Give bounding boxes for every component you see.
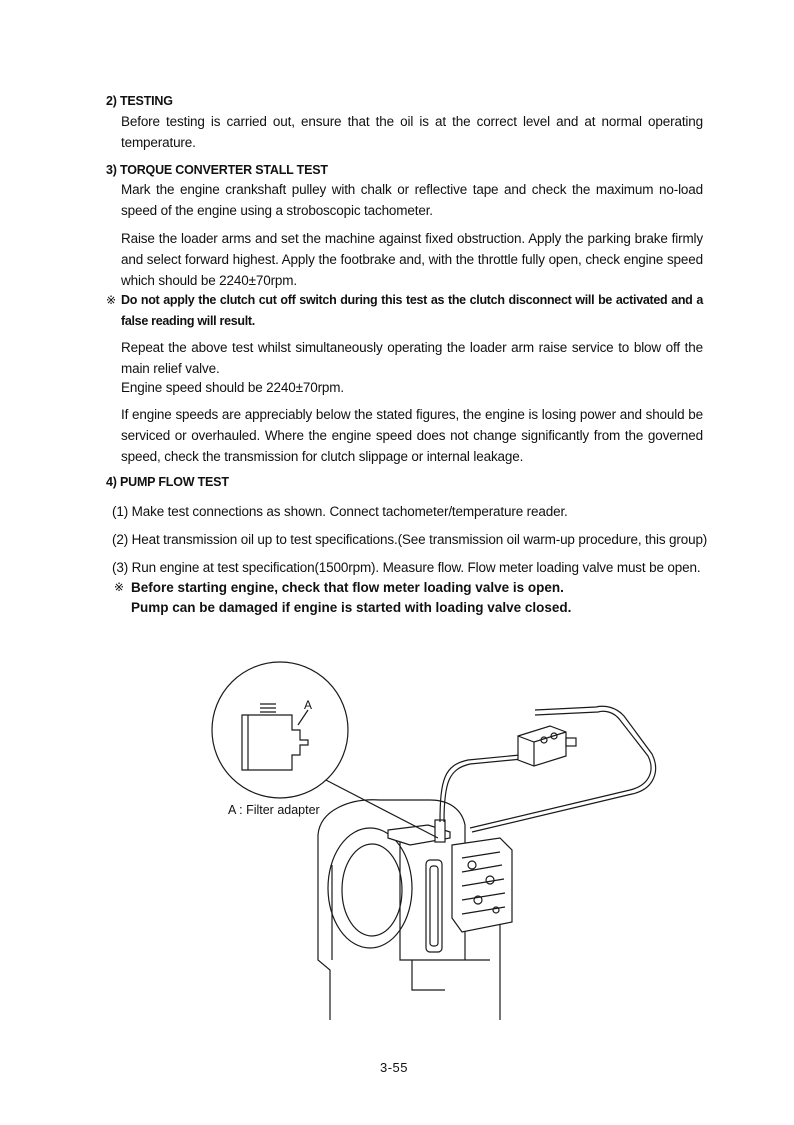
heading-stall-test: 3) TORQUE CONVERTER STALL TEST: [106, 163, 328, 177]
filter-adapter-detail: [212, 662, 348, 798]
detail-label-a: A: [304, 698, 313, 712]
heading-pump-flow-test: 4) PUMP FLOW TEST: [106, 475, 229, 489]
test-hoses: [440, 706, 656, 832]
note-mark: ※: [106, 293, 117, 307]
pump-step-3: (3) Run engine at test specification(1500rpm). Measure flow. Flow meter loading valve must be open.: [112, 560, 701, 575]
pump-note-mark: ※: [114, 580, 125, 594]
stall-paragraph-1: Mark the engine crankshaft pulley with chalk or reflective tape and check the maximum no-load speed of the engine using a stroboscopic tachometer.: [121, 182, 703, 218]
stall-paragraph-4: If engine speeds are appreciably below the stated figures, the engine is losing power and should be serviced or overhauled. Where the engine speed does not change significantly from the governed speed, check the transmission for clutch slippage or internal leakage.: [121, 407, 703, 464]
stall-paragraph-3: Repeat the above test whilst simultaneously operating the loader arm raise service to blow off the main relief valve.: [121, 340, 703, 376]
pump-note-2: Pump can be damaged if engine is started with loading valve closed.: [131, 600, 572, 615]
heading-testing: 2) TESTING: [106, 94, 173, 108]
stall-paragraph-2: Raise the loader arms and set the machine against fixed obstruction. Apply the parking brake firmly and select forward highest. Apply the footbrake and, with the throttle fully open, check engine speed which should be 2240±70rpm.: [121, 231, 703, 288]
stall-note: Do not apply the clutch cut off switch during this test as the clutch disconnect will be activated and a false reading will result.: [121, 293, 703, 328]
flow-meter-loading-valve: [518, 726, 576, 766]
pump-step-2: (2) Heat transmission oil up to test specifications.(See transmission oil warm-up procedure, this group): [112, 532, 708, 547]
pump-step-1: (1) Make test connections as shown. Connect tachometer/temperature reader.: [112, 504, 568, 519]
page-number: 3-55: [380, 1060, 409, 1075]
pump-flow-test-illustration: [200, 660, 670, 1020]
stall-engine-speed: Engine speed should be 2240±70rpm.: [121, 380, 344, 395]
figure-caption: A : Filter adapter: [228, 803, 320, 817]
testing-text: Before testing is carried out, ensure that the oil is at the correct level and at normal operating temperature.: [121, 114, 703, 150]
control-valve-assembly: [388, 820, 512, 952]
pump-note-1: Before starting engine, check that flow meter loading valve is open.: [131, 580, 564, 595]
